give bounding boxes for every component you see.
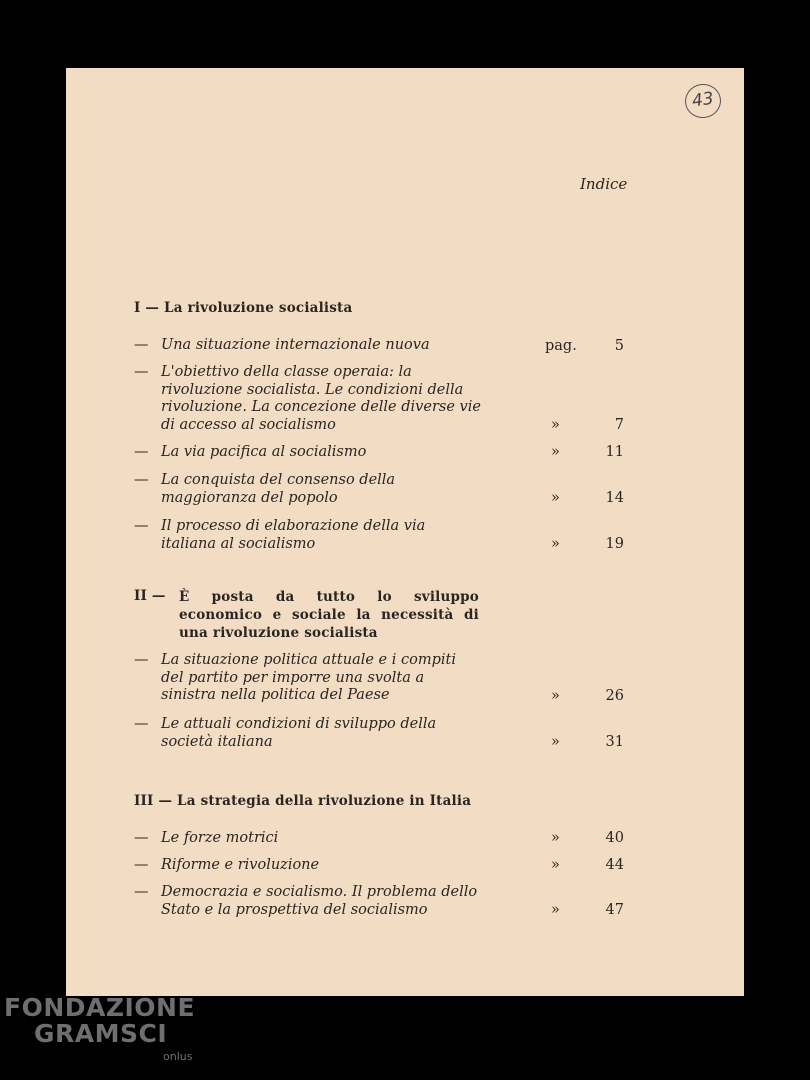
page-ref: 26 (605, 688, 624, 704)
page-prefix: » (551, 688, 560, 704)
entry-dash: — (134, 652, 149, 668)
toc-entry: La conquista del consenso della maggioranza del popolo (161, 472, 396, 506)
logo-fondazione: FONDAZIONE (4, 993, 196, 1022)
page-ref: 5 (614, 338, 624, 354)
page-heading: Indice (580, 175, 628, 193)
page-ref: 40 (605, 830, 624, 846)
logo-subtitle: onlus (163, 1050, 193, 1063)
toc-entry: Il processo di elaborazione della via italiana al socialismo (161, 518, 426, 552)
section-number-2: II — (134, 588, 166, 604)
toc-entry: L'obiettivo della classe operaia: la rivoluzione socialista. Le condizioni della rivoluzione. La concezione delle diverse vie di accesso al socialismo (161, 364, 481, 433)
entry-dash: — (134, 830, 149, 846)
page-prefix: » (551, 734, 560, 750)
section-heading-2: È posta da tutto lo sviluppo economico e sociale la necessità di una rivoluzione socialista (179, 589, 479, 641)
page-ref: 44 (605, 857, 624, 873)
section-heading-3: III — La strategia della rivoluzione in Italia (134, 793, 472, 809)
page-prefix: » (551, 857, 560, 873)
page-ref: 14 (605, 490, 624, 506)
section-heading-1: I — La rivoluzione socialista (134, 300, 353, 316)
page-ref: 47 (605, 902, 624, 918)
entry-dash: — (134, 716, 149, 732)
entry-dash: — (134, 884, 149, 900)
toc-entry: Democrazia e socialismo. Il problema dello Stato e la prospettiva del socialismo (161, 884, 478, 918)
page-prefix: » (551, 490, 560, 506)
toc-entry: Una situazione internazionale nuova (161, 337, 430, 353)
entry-dash: — (134, 857, 149, 873)
page-prefix: » (551, 536, 560, 552)
logo-gramsci: GRAMSCI (34, 1019, 168, 1048)
entry-dash: — (134, 337, 149, 353)
entry-dash: — (134, 364, 149, 380)
toc-entry: La situazione politica attuale e i compiti del partito per imporre una svolta a sinistra nella politica del Paese (161, 652, 456, 703)
page-ref: 11 (605, 444, 624, 460)
entry-dash: — (134, 518, 149, 534)
toc-entry: Riforme e rivoluzione (161, 857, 320, 873)
entry-dash: — (134, 444, 149, 460)
toc-entry: Le forze motrici (161, 830, 279, 846)
page-ref: 7 (614, 417, 624, 433)
page-prefix: » (551, 417, 560, 433)
toc-entry: La via pacifica al socialismo (161, 444, 367, 460)
toc-entry: Le attuali condizioni di sviluppo della società italiana (161, 716, 437, 750)
page-prefix: » (551, 902, 560, 918)
page-prefix: » (551, 830, 560, 846)
page-ref: 31 (605, 734, 624, 750)
page-prefix: » (551, 444, 560, 460)
page-prefix: pag. (545, 338, 577, 354)
page-number-stamp: 43 (683, 82, 723, 121)
entry-dash: — (134, 472, 149, 488)
page-ref: 19 (605, 536, 624, 552)
